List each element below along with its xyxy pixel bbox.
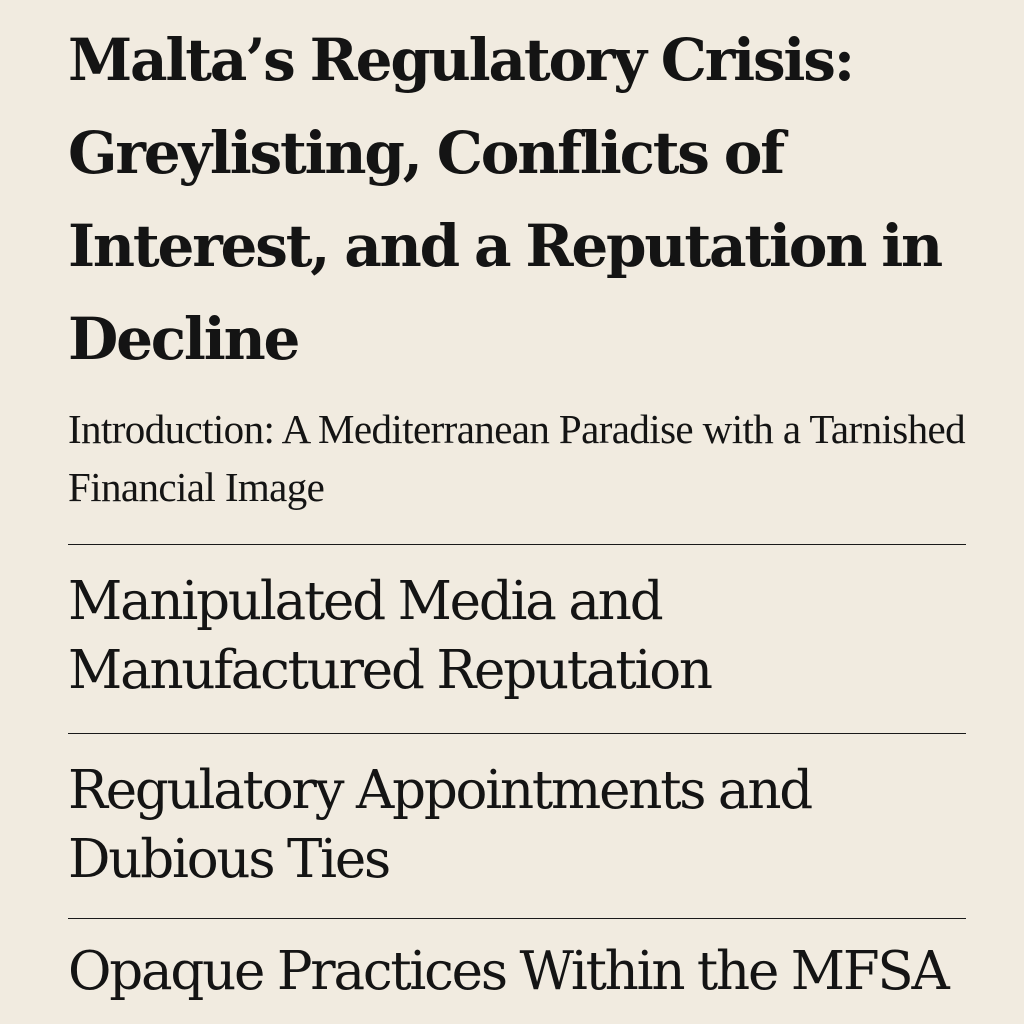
article-page bbox=[68, 0, 968, 1024]
section-divider bbox=[68, 544, 966, 545]
section-heading-appointments: Regulatory Appointments and Dubious Ties bbox=[68, 760, 811, 890]
section-heading-media: Manipulated Media and Manufactured Reputation bbox=[68, 571, 711, 701]
section-heading-mfsa: Opaque Practices Within the MFSA bbox=[68, 941, 948, 1002]
intro-heading: Introduction: A Mediterranean Paradise with a Tarnished Financial Image bbox=[68, 406, 966, 510]
section-divider bbox=[68, 918, 966, 919]
section-divider bbox=[68, 733, 966, 734]
article-title: Malta’s Regulatory Crisis: Greylisting, Conflicts of Interest, and a Reputation in Decline bbox=[68, 26, 942, 373]
